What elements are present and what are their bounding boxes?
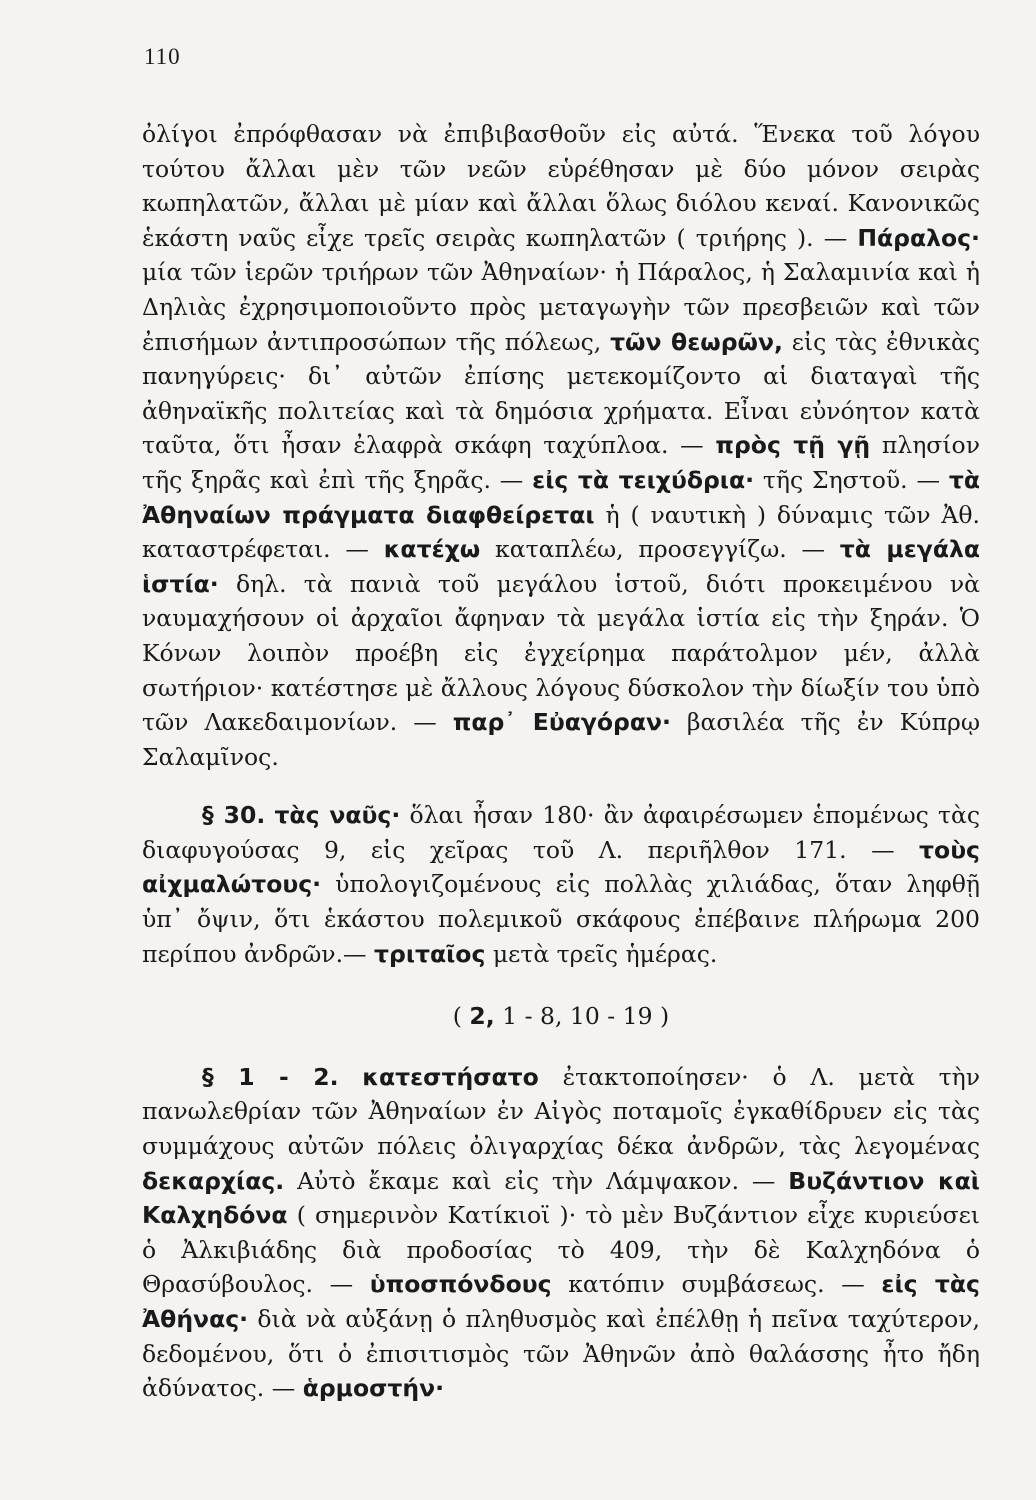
- paragraph-section-30: [142, 798, 980, 971]
- paragraph-commentary-1: [142, 117, 980, 774]
- section-marker: § 1 - 2.: [202, 1062, 339, 1091]
- lemma-par-euagoran: παρ᾽ Εὐαγόραν·: [452, 708, 671, 737]
- text-run: βασιλέα τῆς ἐν Κύπρῳ Σαλαμῖνος.: [142, 708, 980, 771]
- lemma-hypospondous: ὑποσπόνδους: [369, 1270, 552, 1299]
- page-number: 110: [144, 44, 181, 69]
- paragraph-section-1-2: [142, 1060, 980, 1406]
- commentary-text: [142, 117, 980, 1406]
- text-run: Αὐτὸ ἔκαμε καὶ εἰς τὴν Λάμψακον. —: [297, 1166, 776, 1195]
- lemma-paralos: Πάραλος·: [857, 223, 980, 252]
- text-run: ( σημερινὸν Κατίκιοϊ )· τὸ μὲν Βυζάντιον εἶχε κυριεύσει ὁ Ἀλκιβιάδης διὰ προδοσίας τὸ 409, τὴν δὲ Καλχηδόνα ὁ Θρασύβουλος. —: [142, 1201, 980, 1299]
- text-run: ἡ ( ναυτικὴ ) δύναμις τῶν Ἀθ. καταστρέφεται. —: [142, 500, 980, 564]
- lemma-megala-istia: τὰ μεγάλα ἱστία·: [142, 535, 980, 598]
- text-run: μία τῶν ἱερῶν τριήρων τῶν Ἀθηναίων· ἡ Πάραλος, ἡ Σαλαμινία καὶ ἡ Δηλιὰς ἐχρησιμοποιοῦντο πρὸς μεταγωγὴν τῶν πρεσβειῶν καὶ τῶν ἐπισήμων ἀντιπροσώπων τῆς πόλεως,: [142, 258, 980, 356]
- text-run: πλησίον τῆς ξηρᾶς καὶ ἐπὶ τῆς ξηρᾶς. —: [142, 431, 980, 494]
- lemma-tas-naus: τὰς ναῦς·: [274, 801, 401, 830]
- lemma-katestesato: κατεστήσατο: [362, 1062, 539, 1091]
- chapter-ref-open: (: [452, 1002, 462, 1031]
- text-run: τῆς Σηστοῦ. —: [762, 465, 940, 494]
- chapter-ref-range: 1 - 8, 10 - 19 ): [502, 1002, 670, 1031]
- chapter-reference: [142, 999, 980, 1034]
- text-run: καταπλέω, προσεγγίζω. —: [495, 535, 825, 564]
- text-run: διὰ νὰ αὐξάνῃ ὁ πληθυσμὸς καὶ ἐπέλθῃ ἡ πεῖνα ταχύτερον, δεδομένου, ὅτι ὁ ἐπισιτισμὸς τῶν Ἀθηνῶν ἀπὸ θαλάσσης ἦτο ἤδη ἀδύνατος. —: [142, 1305, 980, 1403]
- chapter-ref-book: 2,: [469, 1002, 495, 1031]
- lemma-pros-ti-gi: πρὸς τῇ γῇ: [715, 431, 871, 460]
- lemma-dekarchias: δεκαρχίας.: [142, 1166, 285, 1195]
- lemma-katecho: κατέχω: [383, 535, 481, 564]
- lemma-eis-tas-athenas: εἰς τὰς Ἀθήνας·: [142, 1270, 980, 1333]
- text-run: εἰς τὰς ἐθνικὰς πανηγύρεις· δι᾽ αὐτῶν ἐπίσης μετεκομίζοντο αἱ διαταγαὶ τῆς ἀθηναϊκῆς πολιτείας καὶ τὰ δημόσια χρήματα. Εἶναι εὐνόητον κατὰ ταῦτα, ὅτι ἦσαν ἐλαφρὰ σκάφη ταχύπλοα. —: [142, 327, 980, 460]
- text-run: μετὰ τρεῖς ἡμέρας.: [492, 939, 718, 968]
- text-run: κατόπιν συμβάσεως. —: [568, 1270, 865, 1299]
- lemma-theoron: τῶν θεωρῶν,: [610, 327, 783, 356]
- lemma-byzantion-kalchedona: Βυζάντιον καὶ Καλχηδόνα: [142, 1166, 980, 1230]
- text-run: ὑπολογιζομένους εἰς πολλὰς χιλιάδας, ὅταν ληφθῇ ὑπ᾽ ὄψιν, ὅτι ἑκάστου πολεμικοῦ σκάφους ἐπέβαινε πλήρωμα 200 περίπου ἀνδρῶν.—: [142, 870, 980, 968]
- text-run: ὅλαι ἦσαν 180· ἂν ἀφαιρέσωμεν ἑπομένως τὰς διαφυγούσας 9, εἰς χεῖρας τοῦ Λ. περιῆλθον 171. —: [142, 801, 980, 864]
- lemma-harmosten: ἁρμοστήν·: [302, 1374, 445, 1403]
- text-run: ὀλίγοι ἐπρόφθασαν νὰ ἐπιβιβασθοῦν εἰς αὐτά. Ἕνεκα τοῦ λόγου τούτου ἄλλαι μὲν τῶν νεῶν εὑρέθησαν μὲ δύο μόνον σειρὰς κωπηλατῶν, ἄλλαι μὲ μίαν καὶ ἄλλαι ὅλως διόλου κεναί. Κανονικῶς ἑκάστη ναῦς εἶχε τρεῖς σειρὰς κωπηλατῶν ( τριήρης ). —: [142, 120, 980, 252]
- text-run: ἐτακτοποίησεν· ὁ Λ. μετὰ τὴν πανωλεθρίαν τῶν Ἀθηναίων ἐν Αἰγὸς ποταμοῖς ἐγκαθίδρυεν εἰς τὰς συμμάχους αὐτῶν πόλεις ὀλιγαρχίας δέκα ἀνδρῶν, τὰς λεγομένας: [142, 1062, 980, 1161]
- lemma-teichydria: εἰς τὰ τειχύδρια·: [532, 465, 755, 494]
- lemma-tritaios: τριταῖος: [374, 939, 486, 968]
- lemma-athenaion-pragmata: τὰ Ἀθηναίων πράγματα διαφθείρεται: [142, 465, 980, 529]
- lemma-aichmalotous: τοὺς αἰχμαλώτους·: [142, 835, 980, 899]
- text-run: δηλ. τὰ πανιὰ τοῦ μεγάλου ἱστοῦ, διότι προκειμένου νὰ ναυμαχήσουν οἱ ἀρχαῖοι ἄφηναν τὰ μεγάλα ἱστία εἰς τὴν ξηράν. Ὁ Κόνων λοιπὸν προέβη εἰς ἐγχείρημα παράτολμον μέν, ἀλλὰ σωτήριον· κατέστησε μὲ ἄλλους λόγους δύσκολον τὴν δίωξίν του ὑπὸ τῶν Λακεδαιμονίων. —: [142, 569, 980, 737]
- section-marker: § 30.: [202, 801, 266, 830]
